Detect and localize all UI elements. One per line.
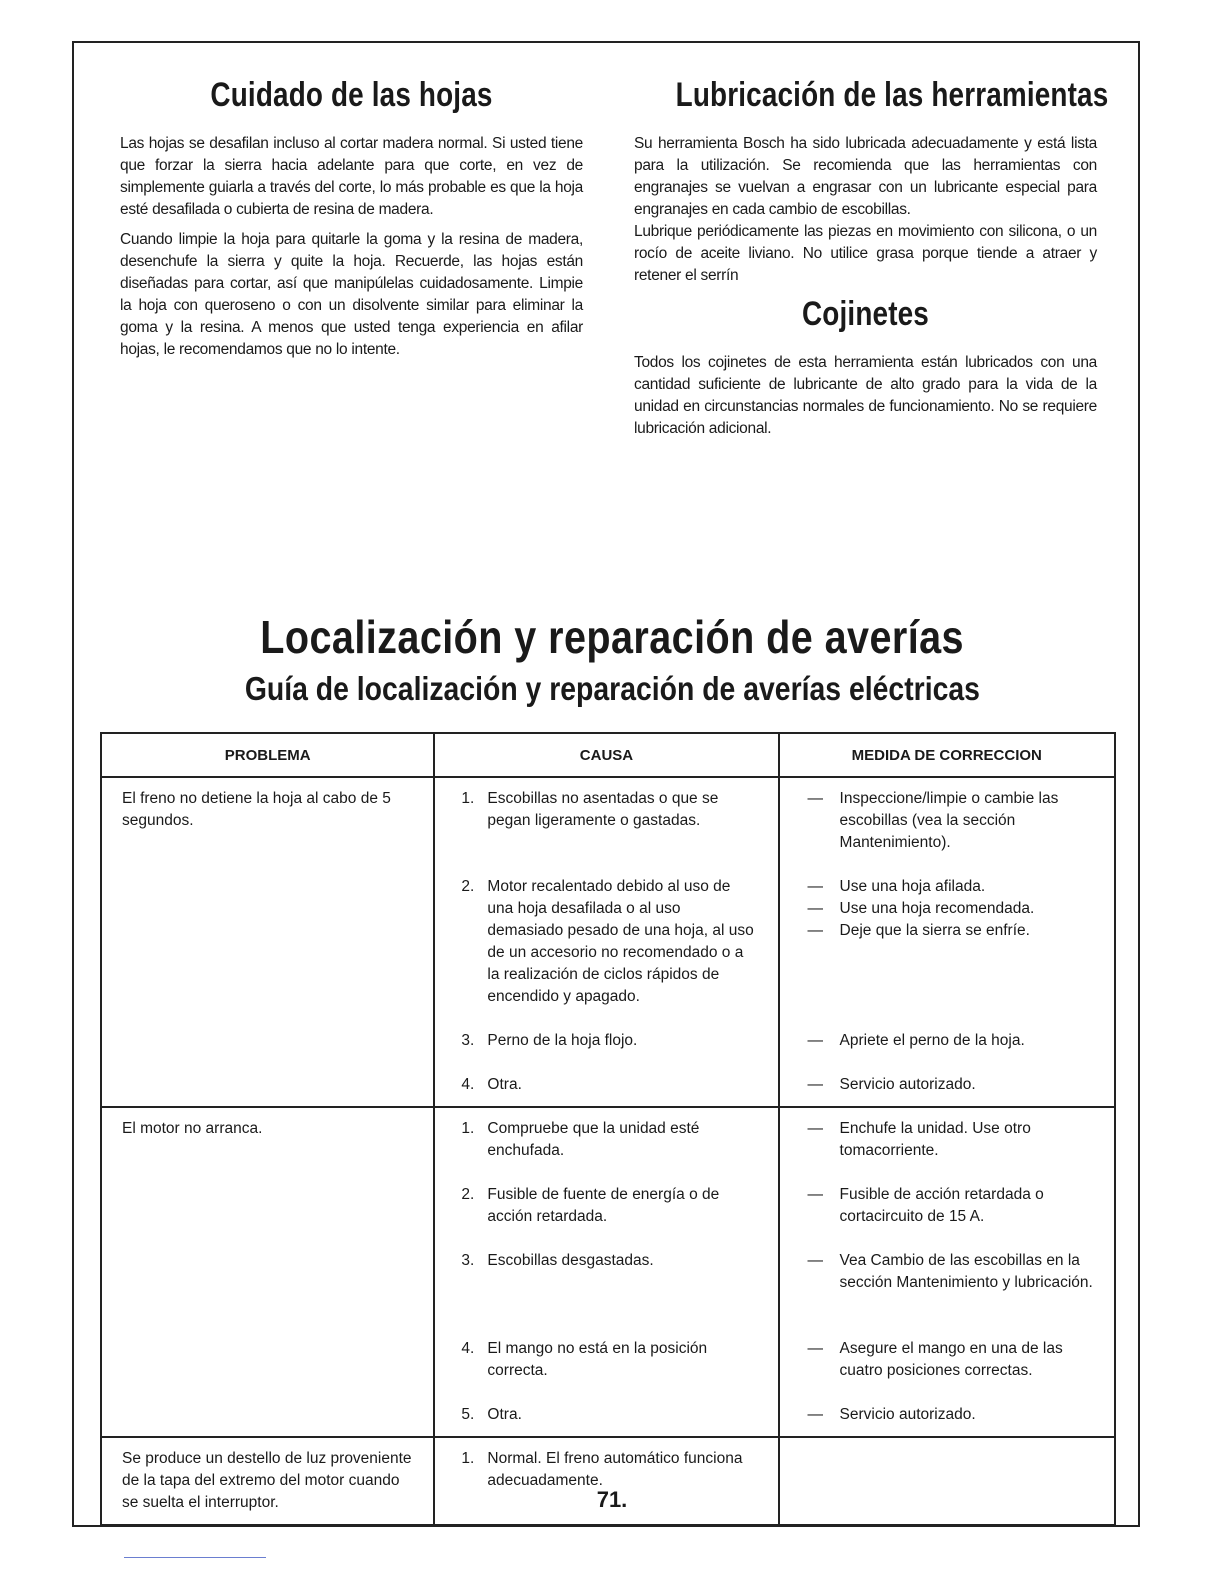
cause-number: 2. xyxy=(461,878,475,895)
correction-text: Apriete el perno de la hoja. xyxy=(839,1032,1025,1049)
correction-block xyxy=(804,1074,1094,1096)
dash-icon: — xyxy=(807,1406,824,1423)
correction-text: Vea Cambio de las escobillas en la sección Mantenimiento y lubricación. xyxy=(839,1252,1093,1291)
tool-lubrication-section xyxy=(634,76,1109,448)
correction-item xyxy=(804,788,1094,854)
troubleshooting-subtitle: Guía de localización y reparación de averías eléctricas xyxy=(244,670,980,707)
correction-item xyxy=(804,1338,1094,1382)
correction-text: Enchufe la unidad. Use otro tomacorriente. xyxy=(839,1120,1031,1159)
cause-item xyxy=(455,1184,757,1228)
blade-care-section xyxy=(120,76,583,369)
cause-number: 3. xyxy=(461,1252,475,1269)
cause-number: 4. xyxy=(461,1076,475,1093)
cause-text: Otra. xyxy=(487,1076,522,1093)
correction-text: Use una hoja afilada. xyxy=(839,878,986,895)
cause-text: Normal. El freno automático funciona adecuadamente. xyxy=(487,1450,743,1489)
header-problem: PROBLEMA xyxy=(101,733,434,777)
cause-number: 4. xyxy=(461,1340,475,1357)
cause-text: Escobillas no asentadas o que se pegan ligeramente o gastadas. xyxy=(487,790,719,829)
table-row xyxy=(101,1107,1115,1437)
correction-block xyxy=(804,876,1094,1008)
dash-icon: — xyxy=(807,878,824,895)
correction-item xyxy=(804,920,1094,942)
correction-text: Servicio autorizado. xyxy=(839,1406,976,1423)
correction-item xyxy=(804,1250,1094,1294)
problem-text: El freno no detiene la hoja al cabo de 5 segundos. xyxy=(122,790,391,829)
dash-icon: — xyxy=(807,790,824,807)
bearings-heading: Cojinetes xyxy=(802,295,929,333)
problem-text: Se produce un destello de luz proveniente de la tapa del extremo del motor cuando se suelta el interruptor. xyxy=(122,1450,412,1511)
problem-cell xyxy=(101,1107,434,1437)
tool-lubrication-paragraph-1: Su herramienta Bosch ha sido lubricada adecuadamente y está lista para la utilización. Se recomienda que las herramientas con engranajes se vuelvan a engrasar con un lubricante especial para engranajes en cada cambio de escobillas. xyxy=(634,135,1097,218)
correction-block xyxy=(804,1448,1094,1492)
problem-text: El motor no arranca. xyxy=(122,1120,263,1137)
page-number: 71. xyxy=(596,1487,628,1512)
correction-block xyxy=(804,1118,1094,1162)
cause-text: Perno de la hoja flojo. xyxy=(487,1032,638,1049)
correction-cell xyxy=(779,1107,1115,1437)
cause-item xyxy=(455,1030,757,1052)
table-header-row xyxy=(101,733,1115,777)
cause-text: Motor recalentado debido al uso de una hoja desafilada o al uso demasiado pesado de una hoja, al uso de un accesorio no recomendado o a la realización de ciclos rápidos de encendido y apagado. xyxy=(487,878,754,1005)
dash-icon: — xyxy=(807,1120,824,1137)
dash-icon: — xyxy=(807,1252,824,1269)
cause-item xyxy=(455,1448,757,1492)
blade-care-heading: Cuidado de las hojas xyxy=(210,76,493,114)
correction-block xyxy=(804,1404,1094,1426)
tool-lubrication-heading: Lubricación de las herramientas xyxy=(675,76,1109,114)
correction-text: Fusible de acción retardada o cortacircuito de 15 A. xyxy=(839,1186,1044,1225)
correction-block xyxy=(804,788,1094,854)
cause-item xyxy=(455,1404,757,1426)
dash-icon: — xyxy=(807,900,824,917)
cause-number: 5. xyxy=(461,1406,475,1423)
correction-text: Inspeccione/limpie o cambie las escobillas (vea la sección Mantenimiento). xyxy=(839,790,1059,851)
cause-item xyxy=(455,1250,757,1294)
dash-icon: — xyxy=(807,1340,824,1357)
header-correction: MEDIDA DE CORRECCION xyxy=(779,733,1115,777)
correction-item xyxy=(804,1118,1094,1162)
cause-text: El mango no está en la posición correcta. xyxy=(487,1340,708,1379)
troubleshooting-table xyxy=(100,732,1116,1526)
correction-text: Use una hoja recomendada. xyxy=(839,900,1035,917)
correction-item xyxy=(804,898,1094,920)
problem-cell xyxy=(101,777,434,1107)
correction-text: Servicio autorizado. xyxy=(839,1076,976,1093)
cause-cell xyxy=(434,1107,778,1437)
dash-icon: — xyxy=(807,1076,824,1093)
cause-number: 3. xyxy=(461,1032,475,1049)
correction-block xyxy=(804,1184,1094,1228)
cause-text: Escobillas desgastadas. xyxy=(487,1252,654,1269)
dash-icon: — xyxy=(807,922,824,939)
correction-item xyxy=(804,1404,1094,1426)
correction-cell xyxy=(779,777,1115,1107)
blade-care-paragraph-2: Cuando limpie la hoja para quitarle la goma y la resina de madera, desenchufe la sierra y quite la hoja. Recuerde, las hojas están diseñadas para cortar, así que manipúlelas cuidadosamente. Limpie la hoja con queroseno o con un disolvente similar para eliminar la goma y la resina. A menos que usted tenga experiencia en afilar hojas, le recomendamos que no lo intente. xyxy=(120,231,583,358)
header-cause: CAUSA xyxy=(434,733,778,777)
cause-item xyxy=(455,1118,757,1162)
bearings-paragraph: Todos los cojinetes de esta herramienta están lubricados con una cantidad suficiente de lubricante de alto grado para la vida de la unidad en circunstancias normales de funcionamiento. No se requiere lubricación adicional. xyxy=(634,354,1097,437)
cause-item xyxy=(455,876,757,1008)
correction-block xyxy=(804,1338,1094,1382)
cause-item xyxy=(455,788,757,854)
correction-item xyxy=(804,1184,1094,1228)
cause-item xyxy=(455,1338,757,1382)
cause-number: 1. xyxy=(461,1450,475,1467)
correction-item xyxy=(804,876,1094,898)
footer-rule xyxy=(124,1557,266,1558)
cause-text: Otra. xyxy=(487,1406,522,1423)
troubleshooting-title: Localización y reparación de averías xyxy=(260,611,964,663)
cause-cell xyxy=(434,777,778,1107)
cause-number: 1. xyxy=(461,790,475,807)
cause-text: Fusible de fuente de energía o de acción retardada. xyxy=(487,1186,720,1225)
blade-care-paragraph-1: Las hojas se desafilan incluso al cortar madera normal. Si usted tiene que forzar la sierra hacia adelante para que corte, en vez de simplemente guiarla a través del corte, lo más probable es que la hoja esté desafilada o cubierta de resina de madera. xyxy=(120,135,583,218)
correction-block xyxy=(804,1030,1094,1052)
cause-number: 1. xyxy=(461,1120,475,1137)
cause-item xyxy=(455,1074,757,1096)
correction-text: Asegure el mango en una de las cuatro posiciones correctas. xyxy=(839,1340,1063,1379)
dash-icon: — xyxy=(807,1032,824,1049)
cause-text: Compruebe que la unidad esté enchufada. xyxy=(487,1120,700,1159)
tool-lubrication-paragraph-2: Lubrique periódicamente las piezas en movimiento con silicona, o un rocío de aceite liviano. No utilice grasa porque tiende a atraer y retener el serrín xyxy=(634,223,1097,284)
cause-number: 2. xyxy=(461,1186,475,1203)
correction-item xyxy=(804,1030,1094,1052)
correction-item xyxy=(804,1074,1094,1096)
correction-block xyxy=(804,1250,1094,1294)
table-row xyxy=(101,777,1115,1107)
correction-text: Deje que la sierra se enfríe. xyxy=(839,922,1030,939)
dash-icon: — xyxy=(807,1186,824,1203)
